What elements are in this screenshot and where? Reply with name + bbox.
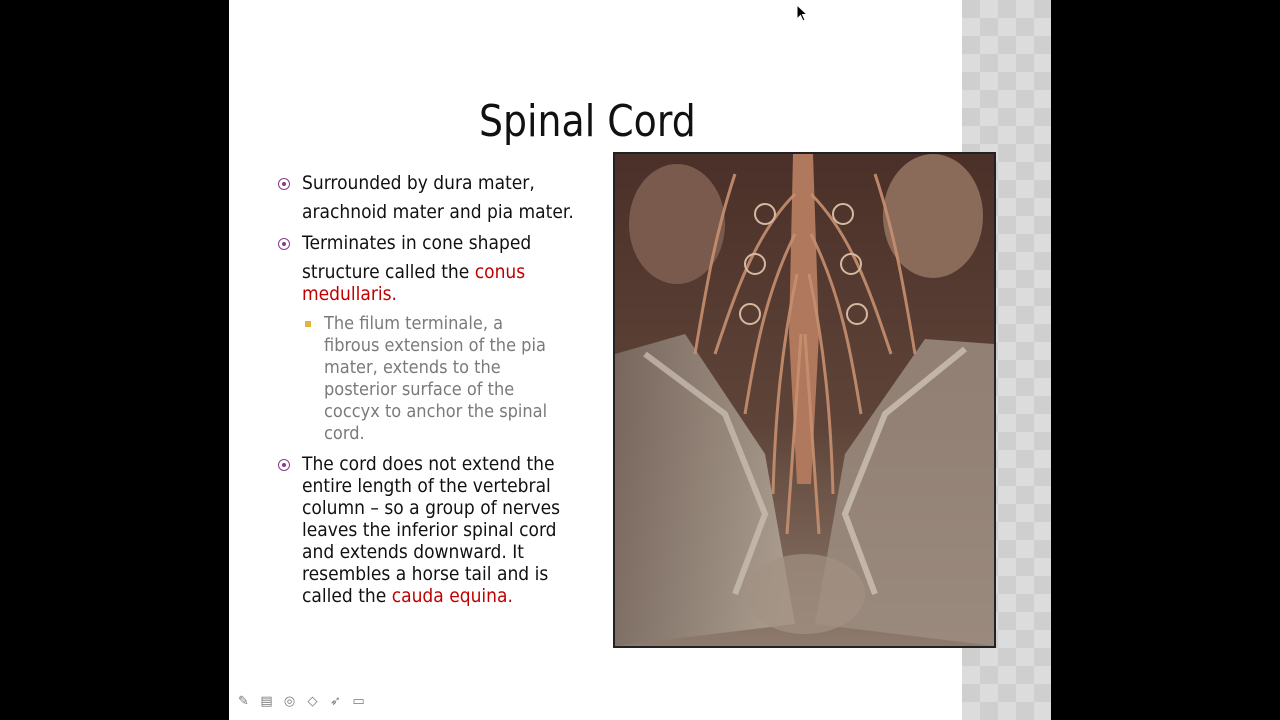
medullaris-term: medullaris. [302, 283, 397, 305]
bullet-3 [302, 453, 560, 607]
bullet-3-line: resembles a horse tail and is [302, 563, 549, 585]
pen-icon[interactable]: ✎ [238, 694, 249, 709]
sub-bullet-line: posterior surface of the [324, 379, 515, 400]
spinal-cord-photo [613, 152, 996, 648]
presentation-toolbar [236, 694, 366, 709]
bullet-3-line: and extends downward. It [302, 541, 525, 563]
bullet-3-line: The cord does not extend the [302, 453, 555, 475]
cauda-equina-term: cauda equina. [391, 585, 513, 607]
bullet-marker [278, 238, 290, 250]
bullet-3-text: called the [302, 585, 392, 607]
bullet-3-line: entire length of the vertebral [302, 475, 551, 497]
slide-title: Spinal Cord [479, 96, 696, 147]
sub-bullet-line: mater, extends to the [324, 357, 501, 378]
bullet-marker [278, 178, 290, 190]
pointer-icon[interactable]: ➶ [330, 694, 341, 709]
bullet-1-line-2: arachnoid mater and pia mater. [302, 201, 574, 223]
sub-bullet-line: cord. [324, 423, 365, 444]
bullet-3-line-last [302, 585, 560, 607]
bullet-marker [278, 459, 290, 471]
mouse-cursor-icon [796, 4, 808, 22]
sub-bullet-line: coccyx to anchor the spinal [324, 401, 548, 422]
spinal-cord-illustration [615, 154, 994, 646]
bullet-1-line-1: Surrounded by dura mater, [302, 172, 535, 194]
sub-bullet-marker [305, 321, 311, 327]
bullet-2-line-1: Terminates in cone shaped [302, 232, 532, 254]
sub-bullet-line: The filum terminale, a [324, 313, 504, 334]
sub-bullet-line: fibrous extension of the pia [324, 335, 546, 356]
sub-bullet [324, 313, 547, 445]
bullet-3-line: leaves the inferior spinal cord [302, 519, 557, 541]
eraser-icon[interactable]: ◇ [307, 694, 318, 709]
bullet-2-line-2 [302, 261, 531, 283]
bullet-1 [302, 172, 574, 223]
conus-term: conus [474, 261, 526, 283]
bullet-3-line: column – so a group of nerves [302, 497, 561, 519]
bullet-2 [302, 232, 531, 305]
slides-icon[interactable]: ▤ [260, 694, 273, 709]
palette-icon[interactable]: ◎ [283, 694, 296, 709]
bullet-2-text: structure called the [302, 261, 475, 283]
video-icon[interactable]: ▭ [352, 694, 365, 709]
